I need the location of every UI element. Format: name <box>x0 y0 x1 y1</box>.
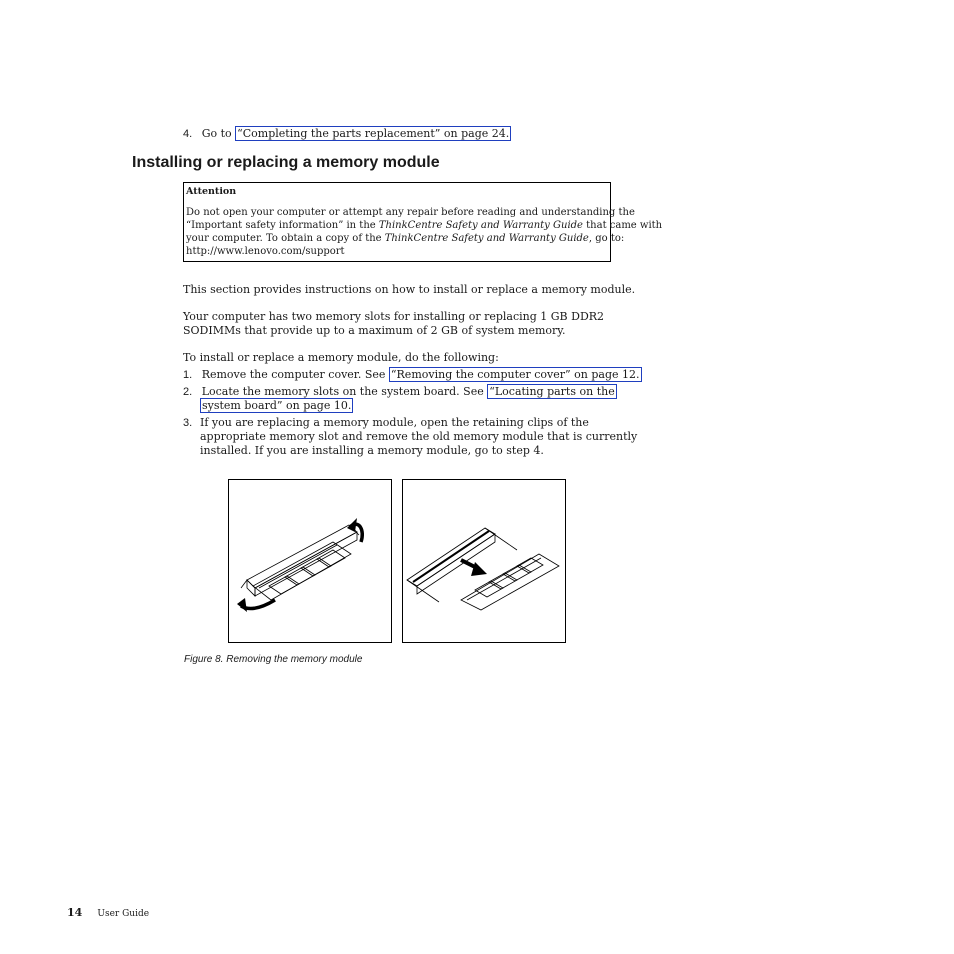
page-footer <box>67 901 149 921</box>
footer-title: User Guide <box>97 909 150 919</box>
step-3-line-3: installed. If you are installing a memory module, go to step 4. <box>200 444 544 457</box>
step-1 <box>183 368 642 382</box>
slots-paragraph <box>183 310 604 338</box>
locating-parts-link-cont[interactable]: system board” on page 10. <box>202 399 352 412</box>
step-number: 3. <box>183 417 193 429</box>
step-2 <box>183 385 617 399</box>
figure-caption: Figure 8. Removing the memory module <box>184 654 363 665</box>
locating-parts-link[interactable]: “Locating parts on the <box>489 385 615 398</box>
support-url[interactable]: http://www.lenovo.com/support <box>186 246 345 257</box>
memory-clips-illustration <box>229 480 391 642</box>
attention-label: Attention <box>186 186 237 197</box>
step-number: 2. <box>183 386 193 398</box>
guide-title-2: ThinkCentre Safety and Warranty Guide <box>384 233 589 244</box>
removing-cover-link[interactable]: “Removing the computer cover” on page 12. <box>390 368 640 381</box>
attention-line-1: Do not open your computer or attempt any repair before reading and understanding the <box>186 207 635 218</box>
attention-text <box>186 206 662 258</box>
attention-line-2 <box>186 219 662 232</box>
step-4-top <box>183 127 511 141</box>
completing-parts-link[interactable]: “Completing the parts replacement” on page 24. <box>237 127 510 140</box>
memory-removal-illustration <box>403 480 565 642</box>
attention-line-3a: your computer. To obtain a copy of the <box>186 233 385 244</box>
lead-in: To install or replace a memory module, do the following: <box>183 351 499 364</box>
section-title: Installing or replacing a memory module <box>132 154 440 171</box>
step-3-line-2: appropriate memory slot and remove the old memory module that is currently <box>200 430 638 443</box>
page-number: 14 <box>67 906 83 919</box>
attention-box <box>183 182 663 262</box>
step-number: 1. <box>183 369 193 381</box>
guide-title-1: ThinkCentre Safety and Warranty Guide <box>378 220 583 231</box>
figure-remove-module <box>402 479 566 643</box>
attention-line-3 <box>186 232 662 245</box>
step-3-line-1: If you are replacing a memory module, open the retaining clips of the <box>200 416 589 429</box>
slots-line-1: Your computer has two memory slots for installing or replacing 1 GB DDR2 <box>183 310 605 323</box>
attention-line-3b: , go to: <box>588 233 625 244</box>
attention-line-2a: “Important safety information” in the <box>186 220 379 231</box>
intro-paragraph: This section provides instructions on how to install or replace a memory module. <box>183 283 636 296</box>
step-text: Go to <box>201 127 232 140</box>
slots-line-2: SODIMMs that provide up to a maximum of 2 GB of system memory. <box>183 324 566 337</box>
attention-line-2b: that came with <box>582 220 663 231</box>
step-text: Locate the memory slots on the system board. See <box>201 385 488 398</box>
step-text: Remove the computer cover. See <box>201 368 389 381</box>
step-2-continued <box>200 399 353 413</box>
step-3 <box>183 416 637 458</box>
figure-open-clips <box>228 479 392 643</box>
step-number: 4. <box>183 128 193 140</box>
